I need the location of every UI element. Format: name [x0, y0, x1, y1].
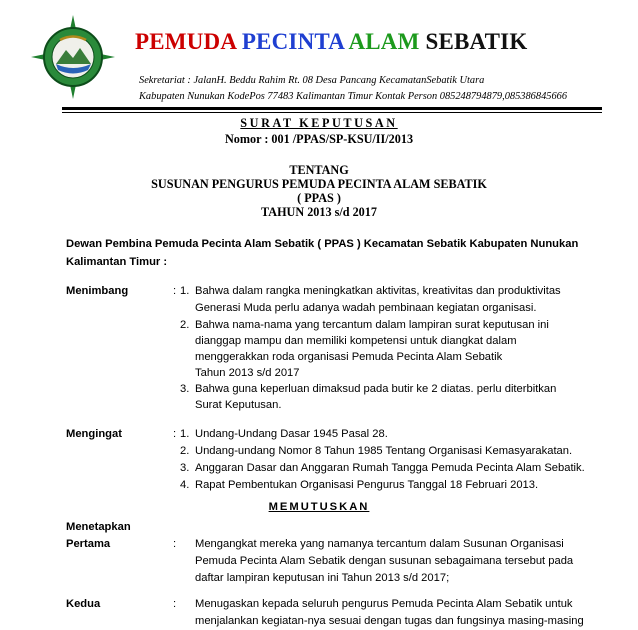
- menimbang-item-text: dianggap mampu dan memiliki kompetensi untuk diangkat dalam: [195, 335, 517, 347]
- decree-number: Nomor : 001 /PPAS/SP-KSU/II/2013: [224, 132, 414, 146]
- decree-title-line: ( PPAS ): [297, 191, 341, 205]
- header-rule-thick: [62, 107, 602, 110]
- menimbang-item-text: menggerakkan roda organisasi Pemuda Pecinta Alam Sebatik: [195, 351, 503, 363]
- title-word-sebatik: SEBATIK: [425, 29, 528, 54]
- mengingat-item-text: Undang-undang Nomor 8 Tahun 1985 Tentang Organisasi Kemasyarakatan.: [195, 445, 573, 457]
- menimbang-item-text: Bahwa nama-nama yang tercantum dalam lampiran surat keputusan ini: [195, 319, 549, 331]
- address-line-2: Kabupaten Nunukan KodePos 77483 Kalimantan Timur Kontak Person 085248794879,085386845666: [139, 91, 568, 102]
- mengingat-item-text: Anggaran Dasar dan Anggaran Rumah Tangga Pemuda Pecinta Alam Sebatik.: [195, 462, 585, 474]
- mengingat-item-number: 2.: [180, 445, 190, 457]
- title-word-pemuda: PEMUDA: [135, 29, 236, 54]
- title-word-pecinta: PECINTA: [241, 29, 344, 54]
- mengingat-label: Mengingat: [66, 428, 122, 440]
- menimbang-item-number: 2.: [180, 319, 190, 331]
- intro-line: Kalimantan Timur :: [66, 256, 168, 268]
- memutuskan-heading: MEMUTUSKAN: [268, 501, 370, 513]
- pertama-label: Pertama: [66, 538, 111, 550]
- intro-line: Dewan Pembina Pemuda Pecinta Alam Sebatik ( PPAS ) Kecamatan Sebatik Kabupaten Nunukan: [66, 238, 579, 250]
- mengingat-item-text: Rapat Pembentukan Organisasi Pengurus Tanggal 18 Februari 2013.: [195, 479, 539, 491]
- decree-heading: SURAT KEPUTUSAN: [240, 116, 398, 130]
- kedua-text: menjalankan kegiatan-nya sesuai dengan tugas dan fungsinya masing-masing: [195, 615, 584, 627]
- address-line-1: Sekretariat : JalanH. Beddu Rahim Rt. 08 Desa Pancang KecamatanSebatik Utara: [139, 75, 485, 86]
- pertama-text: daftar lampiran keputusan ini Tahun 2013 s/d 2017;: [195, 572, 450, 584]
- menimbang-item-number: 1.: [180, 285, 190, 297]
- decree-title-line: SUSUNAN PENGURUS PEMUDA PECINTA ALAM SEBATIK: [151, 177, 487, 191]
- pertama-colon: :: [173, 538, 177, 550]
- mengingat-colon: :: [173, 428, 177, 440]
- organization-name: [135, 29, 527, 55]
- pertama-text: Mengangkat mereka yang namanya tercantum dalam Susunan Organisasi: [195, 538, 564, 550]
- mengingat-item-number: 4.: [180, 479, 190, 491]
- header-rule-thin: [62, 112, 602, 113]
- menimbang-label: Menimbang: [66, 285, 129, 297]
- organization-logo: [30, 14, 116, 100]
- decree-title-line: TENTANG: [289, 163, 349, 177]
- menimbang-item-text: Bahwa guna keperluan dimaksud pada butir ke 2 diatas. perlu diterbitkan: [195, 383, 557, 395]
- kedua-colon: :: [173, 598, 177, 610]
- kedua-label: Kedua: [66, 598, 101, 610]
- decree-title-line: TAHUN 2013 s/d 2017: [261, 205, 377, 219]
- kedua-text: Menugaskan kepada seluruh pengurus Pemuda Pecinta Alam Sebatik untuk: [195, 598, 573, 610]
- title-word-alam: ALAM: [348, 29, 420, 54]
- mengingat-item-number: 1.: [180, 428, 190, 440]
- menimbang-item-text: Generasi Muda perlu adanya wadah pembinaan kegiatan organisasi.: [195, 302, 537, 314]
- menimbang-item-text: Tahun 2013 s/d 2017: [195, 367, 300, 379]
- menimbang-item-text: Surat Keputusan.: [195, 399, 282, 411]
- menimbang-item-number: 3.: [180, 383, 190, 395]
- menimbang-colon: :: [173, 285, 177, 297]
- menetapkan-label: Menetapkan: [66, 521, 131, 533]
- mengingat-item-text: Undang-Undang Dasar 1945 Pasal 28.: [195, 428, 388, 440]
- menimbang-item-text: Bahwa dalam rangka meningkatkan aktivitas, kreativitas dan produktivitas: [195, 285, 561, 297]
- pertama-text: Pemuda Pecinta Alam Sebatik dengan susunan sebagaimana tersebut pada: [195, 555, 574, 567]
- mengingat-item-number: 3.: [180, 462, 190, 474]
